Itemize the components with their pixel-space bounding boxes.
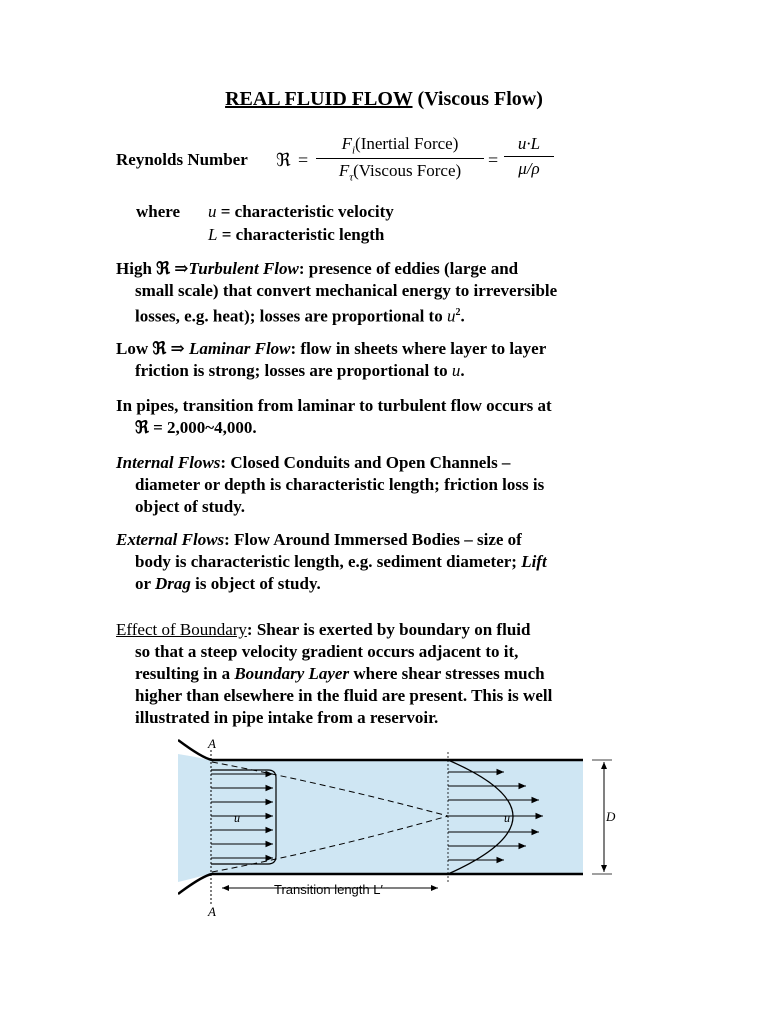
reynolds-formula	[276, 134, 576, 190]
title-underlined: REAL FLUID FLOW	[225, 88, 413, 110]
page-title	[0, 88, 768, 111]
label-transition-length: Transition length L′	[274, 882, 383, 897]
where-label: where	[136, 202, 181, 221]
reynolds-symbol: ℜ	[276, 150, 291, 170]
equals-sign-1: =	[298, 150, 309, 170]
internal-flows-paragraph: Internal Flows: Closed Conduits and Open Channels – diameter or depth is characteristic length; friction loss is object of study.	[116, 453, 545, 516]
high-reynolds-paragraph: High ℜ ⇒Turbulent Flow: presence of eddies (large and small scale) that convert mechanical energy to irreversible losses, e.g. heat); losses are proportional to $u^2$.	[116, 259, 558, 326]
fraction-numerator: $F_i(Inertial$ Force)	[316, 134, 484, 159]
rhs-denominator: μ/ρ	[518, 159, 540, 178]
title-rest: (Viscous Flow)	[417, 88, 543, 110]
velocity-ratio-fraction	[504, 134, 554, 179]
label-a-bottom: A	[208, 904, 216, 919]
external-flows-paragraph: External Flows: Flow Around Immersed Bodies – size of body is characteristic length, e.g. sediment diameter; Lift or Drag is object of study.	[116, 530, 547, 593]
label-u-left: u	[234, 811, 240, 825]
where-definitions: where u = characteristic velocity L = characteristic length	[136, 202, 394, 244]
reynolds-label: Reynolds Number	[116, 150, 248, 169]
boundary-layer-diagram	[178, 736, 618, 920]
label-a-top: A	[208, 736, 216, 751]
equals-sign-2: =	[488, 150, 499, 170]
rhs-numerator: u·L	[504, 134, 554, 157]
fraction-denominator: $F_\tau(Viscous$ Force)	[338, 161, 462, 184]
label-d: D	[606, 809, 616, 824]
pipe-intake-figure	[178, 736, 618, 920]
boundary-paragraph: Effect of Boundary: Shear is exerted by boundary on fluid so that a steep velocity gradient occurs adjacent to it, resulting in a Boundary Layer where shear stresses much higher than elsewhere in the fluid are present. This is well illustrated in pipe intake from a reservoir.	[116, 620, 553, 727]
force-ratio-fraction	[316, 134, 484, 184]
label-u-right: u	[504, 811, 510, 825]
pipes-paragraph: In pipes, transition from laminar to turbulent flow occurs at ℜ = 2,000~4,000.	[116, 396, 552, 437]
low-reynolds-paragraph: Low ℜ ⇒ Laminar Flow: flow in sheets where layer to layer friction is strong; losses are proportional to u.	[116, 339, 547, 380]
